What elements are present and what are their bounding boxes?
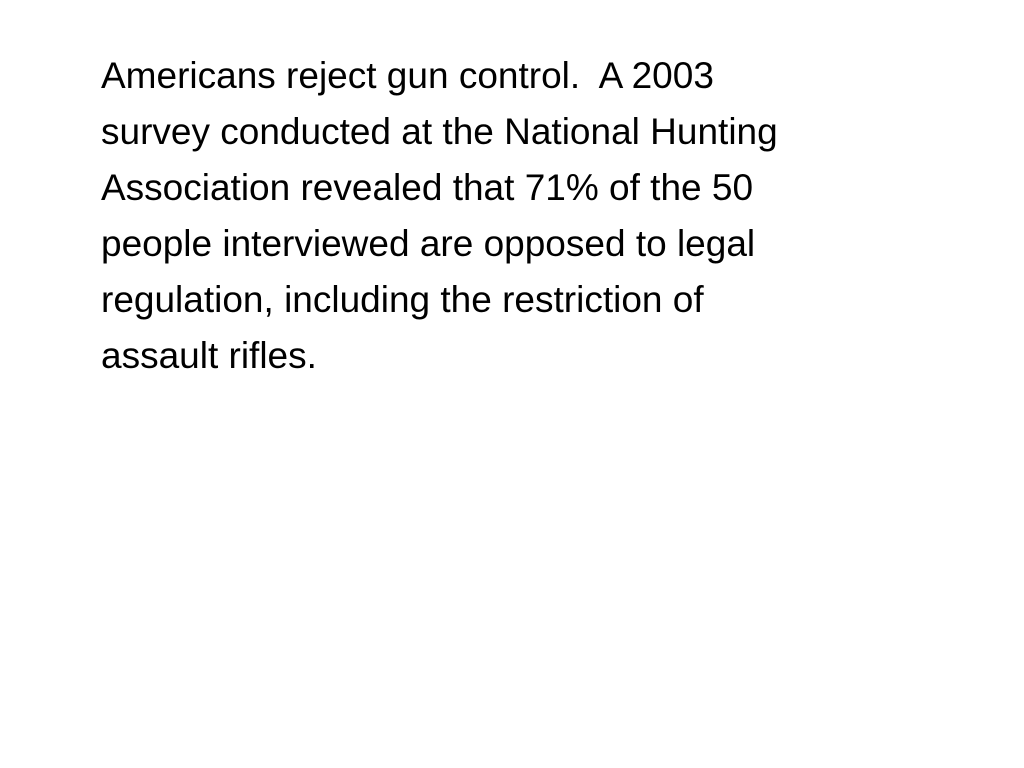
- body-line-6: assault rifles.: [101, 335, 317, 376]
- body-line-4: people interviewed are opposed to legal: [101, 223, 756, 264]
- body-line-5: regulation, including the restriction of: [101, 279, 704, 320]
- slide-body-text: [101, 48, 981, 384]
- body-line-2: survey conducted at the National Hunting: [101, 111, 778, 152]
- body-line-1: Americans reject gun control. A 2003: [101, 55, 714, 96]
- body-line-3: Association revealed that 71% of the 50: [101, 167, 754, 208]
